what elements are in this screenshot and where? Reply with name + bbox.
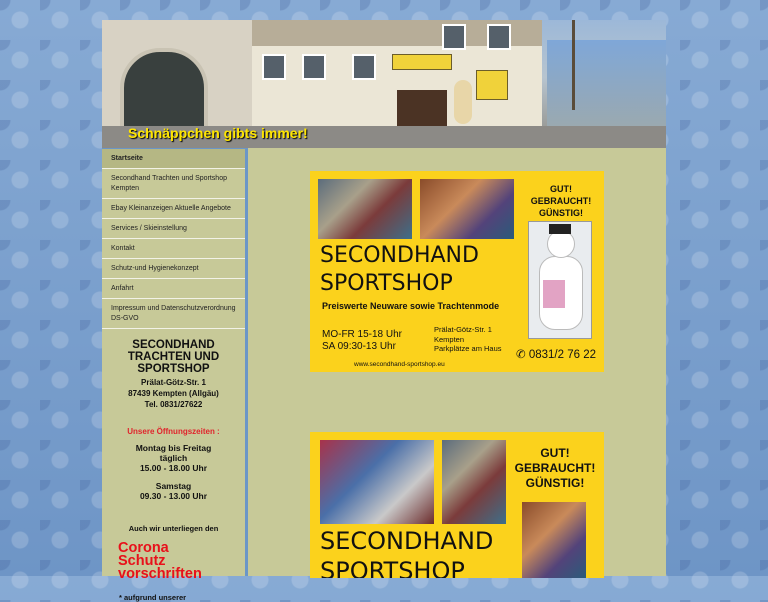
clothing-photo	[522, 502, 586, 578]
snowman-hat	[549, 224, 571, 234]
shop-name-line: SECONDHAND	[132, 339, 215, 351]
ad-phone-number	[516, 347, 596, 361]
ad-title-sportshop: SPORTSHOP	[320, 271, 453, 296]
nav-item-secondhand-shop[interactable]: Secondhand Trachten und Sportshop Kempten	[102, 169, 245, 199]
main-navigation	[102, 148, 245, 329]
corona-line: Schutz	[118, 553, 166, 569]
saturday-time: 09.30 - 13.00 Uhr	[139, 491, 208, 501]
ad-title-secondhand: SECONDHAND	[320, 527, 494, 555]
ad-slogan-line: GEBRAUCHT!	[530, 196, 592, 206]
weekday-hours	[106, 443, 241, 473]
window	[352, 54, 376, 80]
ad-title-sportshop: SPORTSHOP	[320, 557, 465, 578]
snowman-head	[547, 230, 575, 258]
sidebar	[102, 148, 248, 602]
snowman-figure	[454, 80, 472, 124]
bicycles-photo	[320, 440, 434, 524]
weekday-daily: täglich	[159, 453, 188, 463]
ad-slogan-line: GUT!	[540, 446, 570, 460]
ad-website-url: www.secondhand-sportshop.eu	[354, 361, 445, 368]
ad-title-secondhand: SECONDHAND	[320, 243, 479, 268]
weekday-label: Montag bis Freitag	[135, 443, 212, 453]
ad-address-line: Prälat-Götz-Str. 1	[434, 325, 492, 334]
corona-heading	[106, 542, 241, 581]
snowman-mascot-photo	[528, 221, 592, 339]
snowman-sign	[543, 280, 565, 308]
ad-address	[434, 325, 502, 354]
weekday-time: 15.00 - 18.00 Uhr	[139, 463, 208, 473]
shop-name-line: TRACHTEN UND	[127, 351, 220, 363]
shop-city: 87439 Kempten (Allgäu)	[128, 389, 219, 398]
nav-item-impressum[interactable]: Impressum und Datenschutzverordnung DS-GVO	[102, 299, 245, 329]
ad-slogan-line: GUT!	[550, 184, 572, 194]
tree	[572, 20, 666, 110]
window	[487, 24, 511, 50]
ad-hours	[322, 329, 402, 353]
opening-hours-title: Unsere Öffnungszeiten :	[127, 427, 220, 436]
ad-slogan-line: GÜNSTIG!	[525, 476, 585, 490]
shop-name-line: SPORTSHOP	[137, 363, 210, 375]
store-interior-photo	[420, 179, 514, 239]
corona-line: Corona	[118, 540, 169, 556]
nav-item-startseite[interactable]: Startseite	[102, 149, 245, 169]
saturday-hours	[106, 481, 241, 501]
ad-hours-weekday: MO-FR 15-18 Uhr	[322, 329, 403, 340]
nav-item-hygienekonzept[interactable]: Schutz-und Hygienekonzept	[102, 259, 245, 279]
shop-poster	[476, 70, 508, 100]
shop-name	[106, 339, 241, 375]
ad-slogan	[522, 183, 600, 219]
shop-info	[102, 339, 245, 602]
page-container	[102, 20, 666, 602]
corona-line: vorschriften	[118, 566, 202, 582]
ad-slogan	[510, 446, 600, 491]
ad-phone-text: 0831/2 76 22	[528, 349, 596, 361]
window	[262, 54, 286, 80]
shop-advertisement-2	[310, 432, 604, 578]
shop-sign	[392, 54, 452, 70]
header-banner-image	[102, 20, 666, 148]
corona-notice: Auch wir unterliegen den	[128, 524, 219, 533]
saturday-label: Samstag	[155, 481, 192, 491]
ad-hours-saturday: SA 09:30-13 Uhr	[322, 341, 396, 352]
window	[302, 54, 326, 80]
window	[442, 24, 466, 50]
phone-icon: ✆	[516, 349, 529, 361]
ad-address-line: Parkplätze am Haus	[434, 344, 502, 353]
corona-footnote: * aufgrund unserer	[119, 593, 187, 602]
ad-slogan-line: GEBRAUCHT!	[514, 461, 596, 475]
nav-item-anfahrt[interactable]: Anfahrt	[102, 279, 245, 299]
header-slogan: Schnäppchen gibts immer!	[128, 125, 308, 141]
ad-subtitle: Preiswerte Neuware sowie Trachtenmode	[322, 301, 500, 311]
nav-item-kontakt[interactable]: Kontakt	[102, 239, 245, 259]
main-content	[248, 148, 666, 576]
clothing-rack-photo	[442, 440, 506, 524]
nav-item-services[interactable]: Services / Skieinstellung	[102, 219, 245, 239]
shoe-shelf-photo	[318, 179, 412, 239]
shop-advertisement-1	[310, 171, 604, 372]
shop-street: Prälat-Götz-Str. 1	[141, 378, 206, 387]
nav-item-ebay-kleinanzeigen[interactable]: Ebay Kleinanzeigen Aktuelle Angebote	[102, 199, 245, 219]
ad-slogan-line: GÜNSTIG!	[539, 208, 583, 218]
ad-address-line: Kempten	[434, 334, 465, 344]
shop-phone: Tel. 0831/27622	[144, 400, 203, 409]
